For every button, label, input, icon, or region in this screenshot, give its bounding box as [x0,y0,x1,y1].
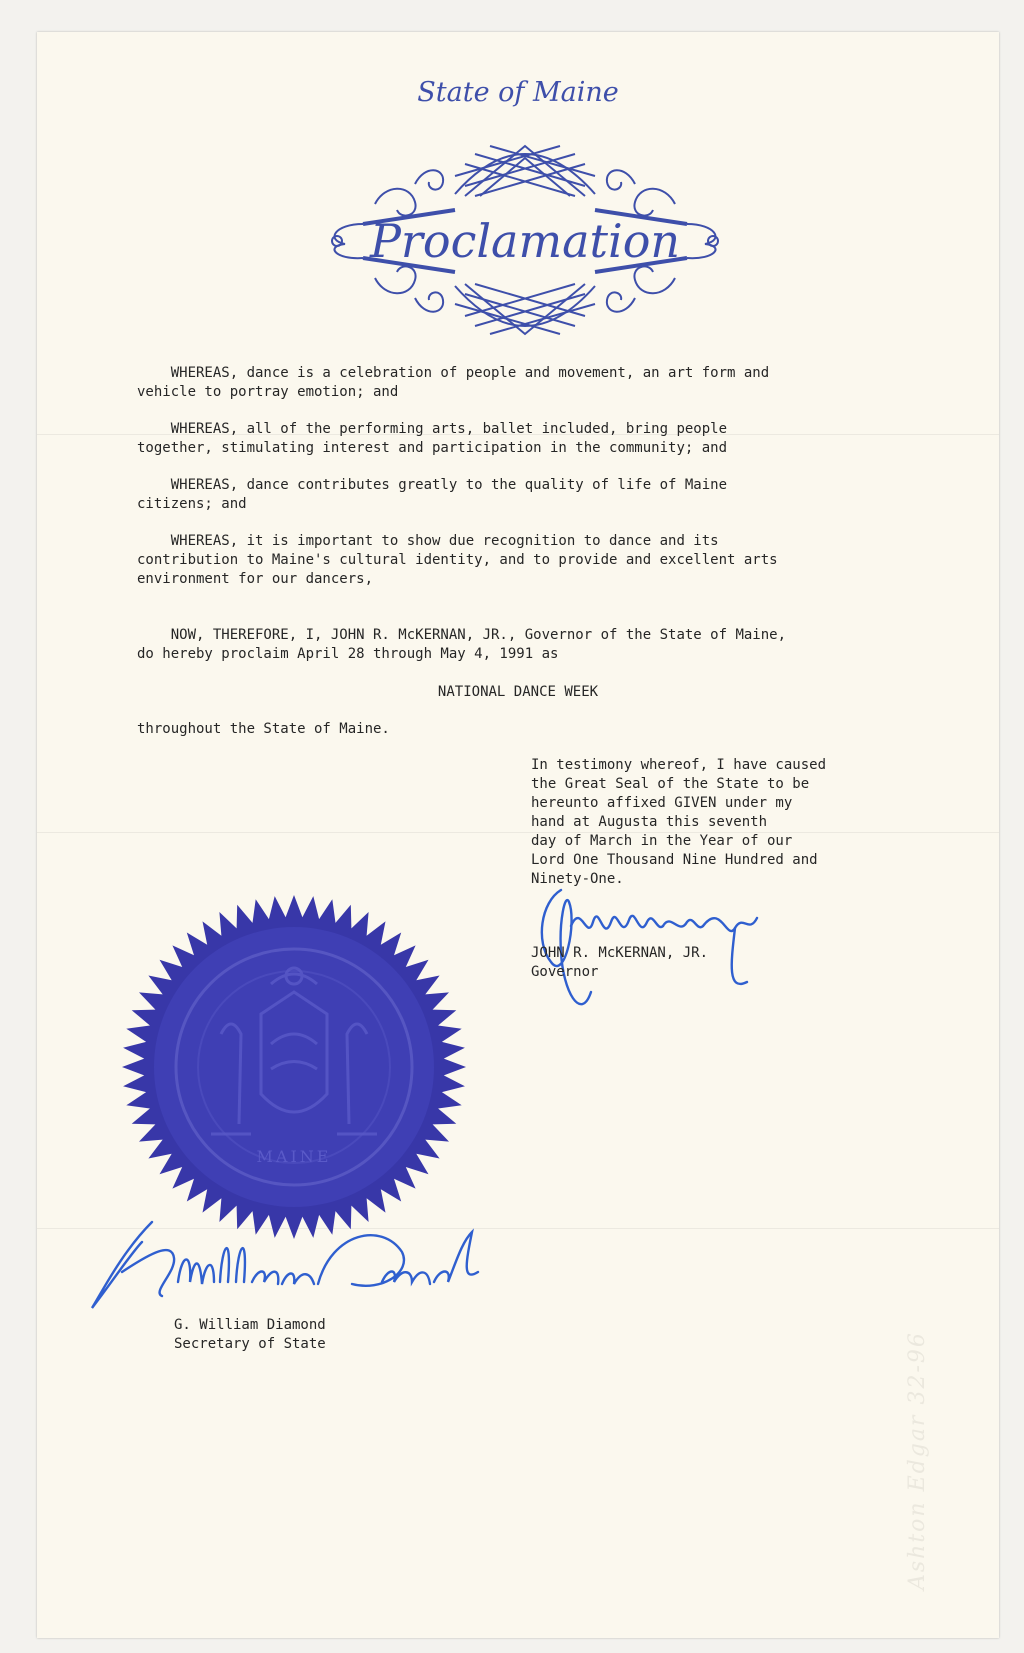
whereas-paragraph-4: WHEREAS, it is important to show due recognition to dance and its contribution to Maine's cultural identity, and to provide and excellent arts environment for our dancers, [137,533,778,587]
testimony-paragraph: In testimony whereof, I have caused the Great Seal of the State to be hereunto affixed GIVEN under my hand at Augusta this seventh day of March in the Year of our Lord One Thousand Nine Hundred and Ninety-One. [531,757,827,887]
proclamation-paper [37,32,999,1638]
secretary-signature [82,1212,502,1322]
proclamation-title: Proclamation [369,214,681,268]
now-therefore-paragraph: NOW, THEREFORE, I, JOHN R. McKERNAN, JR., Governor of the State of Maine, do hereby proclaim April 28 through May 4, 1991 as [137,627,787,662]
great-seal-of-maine [121,894,467,1240]
state-heading: State of Maine [417,77,619,108]
seal-inscription: MAINE [256,1147,332,1166]
whereas-paragraph-1: WHEREAS, dance is a celebration of people and movement, an art form and vehicle to portray emotion; and [137,365,770,400]
secretary-title: Secretary of State [174,1336,326,1352]
whereas-paragraph-3: WHEREAS, dance contributes greatly to the quality of life of Maine citizens; and [137,477,728,512]
proclaimed-observance: NATIONAL DANCE WEEK [437,684,599,700]
proclamation-flourish-emblem [315,124,735,356]
fold-line [37,832,999,833]
governor-title: Governor [531,964,599,980]
whereas-paragraph-2: WHEREAS, all of the performing arts, ballet included, bring people together, stimulating interest and participation in the community; and [137,421,728,456]
closing-line: throughout the State of Maine. [137,721,390,737]
bleed-through-handwriting: Ashton Edgar 32-96 [905,1331,930,1590]
secretary-name: G. William Diamond [174,1317,326,1333]
governor-name: JOHN R. McKERNAN, JR. [531,945,709,961]
